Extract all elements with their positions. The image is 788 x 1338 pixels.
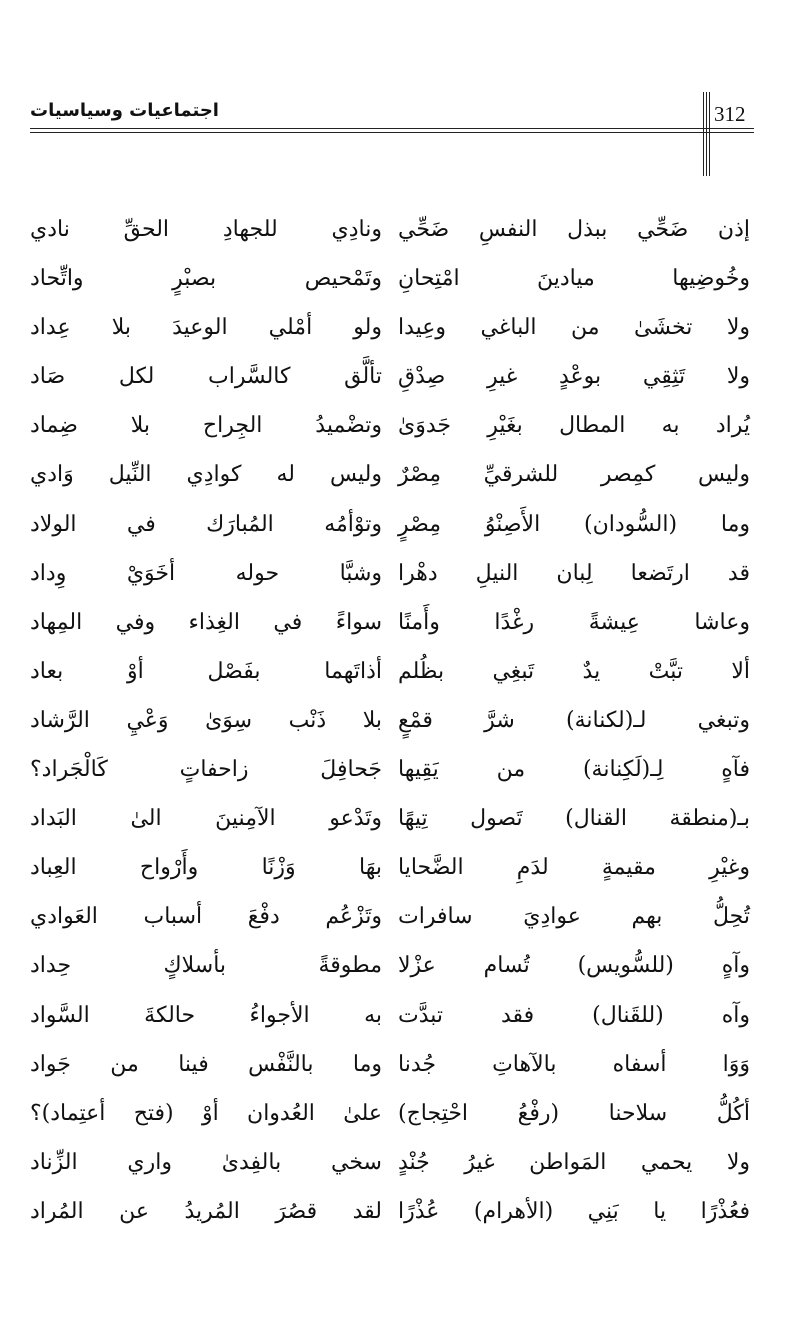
hemistich-second: وما بالنَّفْس فينا من جَواد <box>30 1051 382 1077</box>
hemistich-first: وليس كمِصر للشرقيِّ مِصْرٌ <box>398 462 750 488</box>
hemistich-second: وشبَّا حوله أخَوَيْ وِداد <box>30 560 382 586</box>
hemistich-first: ولا يحمي المَواطن غيرُ جُنْدٍ <box>398 1149 750 1175</box>
hemistich-first: بـ(منطقة القنال) تَصول تِيهًا <box>398 806 750 832</box>
hemistich-second: بهَا وَزْنًا وأَرْواح العِباد <box>30 855 382 881</box>
hemistich-second: تألَّق كالسَّراب لكل صَاد <box>30 364 382 390</box>
hemistich-second: وتَزْعُم دفْعَ أسباب العَوادي <box>30 904 382 930</box>
hemistich-first: تُحِلُّ بهم عوادِيَ سافرات <box>398 904 750 930</box>
header-vertical-rule <box>706 92 707 176</box>
hemistich-first: يُراد به المطال بغَيْرِ جَدوَىٰ <box>398 413 750 439</box>
hemistich-second: وتَدْعو الآمِنينَ الىٰ البَداد <box>30 806 382 832</box>
poem-right-column <box>398 210 750 1241</box>
header-rule <box>30 128 754 129</box>
hemistich-second: سواءً في الغِذاء وفي المِهاد <box>30 609 382 635</box>
hemistich-second: به الأجواءُ حالكةَ السَّواد <box>30 1002 382 1028</box>
hemistich-first: وآهٍ (للسُّويس) تُسام عزْلا <box>398 953 750 979</box>
hemistich-first: وَوَا أسفاه بالآهاتِ جُدنا <box>398 1051 750 1077</box>
hemistich-second: أذاتَهما بفَصْل أوْ بعاد <box>30 658 382 684</box>
hemistich-second: سخي بالفِدىٰ واري الزِّناد <box>30 1149 382 1175</box>
hemistich-second: لقد قصُرَ المُريدُ عن المُراد <box>30 1198 382 1224</box>
hemistich-second: مطوقةً بأسلاكٍ حِداد <box>30 953 382 979</box>
hemistich-second: وتَمْحيص بصبْرٍ واتِّحاد <box>30 266 382 292</box>
page-number: 312 <box>714 102 746 126</box>
hemistich-first: ولا تخشَىٰ من الباغي وعِيدا <box>398 315 750 341</box>
hemistich-first: وخُوضِيها ميادينَ امْتِحانِ <box>398 266 750 292</box>
hemistich-first: وما (السُّودان) الأَصِنْوُ مِصْرٍ <box>398 511 750 537</box>
running-title: اجتماعيات وسياسيات <box>30 100 219 121</box>
header-rule <box>30 132 754 133</box>
hemistich-second: علىٰ العُدوان أوْ (فتح أعتِماد)؟ <box>30 1100 382 1126</box>
hemistich-second: جَحافِلَ زاحفاتٍ كَالْجَراد؟ <box>30 757 382 783</box>
poem-left-column <box>30 210 382 1241</box>
hemistich-first: وغيْرِ مقيمةٍ لدَمِ الضَّحايا <box>398 855 750 881</box>
hemistich-first: وآه (للقَنال) فقد تبدَّت <box>398 1002 750 1028</box>
header-vertical-rule <box>703 92 704 176</box>
hemistich-second: بلا ذَنْب سِوَىٰ وَعْيِ الرَّشاد <box>30 707 382 733</box>
hemistich-first: ألا تبَّتْ يدٌ تَبغِي بظُلم <box>398 658 750 684</box>
hemistich-second: وتضْميدُ الجِراح بلا ضِماد <box>30 413 382 439</box>
hemistich-second: ولو أمْلي الوعيدَ بلا عِداد <box>30 315 382 341</box>
hemistich-first: فآهٍ لِـ(لَكِنانة) من يَقِيها <box>398 757 750 783</box>
hemistich-second: ونادِي للجهادِ الحقِّ نادي <box>30 217 382 242</box>
hemistich-second: وتوْأمُه المُبارَك في الولاد <box>30 511 382 537</box>
hemistich-first: وعاشا عِيشةً رغْدًا وأَمنًا <box>398 609 750 635</box>
header-vertical-rule <box>709 92 710 176</box>
hemistich-second: وليس له كوادِي النِّيل وَادي <box>30 462 382 488</box>
hemistich-first: وتبغي لـ(لكنانة) شرَّ قمْعٍ <box>398 707 750 733</box>
hemistich-first: قد ارتَضعا لِبان النيلِ دهْرا <box>398 560 750 586</box>
hemistich-first: أكُلُّ سلاحنا (رفْعُ احْتِجاج) <box>398 1100 750 1126</box>
hemistich-first: ولا تَثِقِي بوعْدٍ غيرِ صِدْقِ <box>398 364 750 390</box>
hemistich-first: إذن ضَحِّي ببذل النفسِ ضَحِّي <box>398 217 750 242</box>
hemistich-first: فعُذْرًا يا بَنِي (الأهرام) عُذْرًا <box>398 1198 750 1224</box>
